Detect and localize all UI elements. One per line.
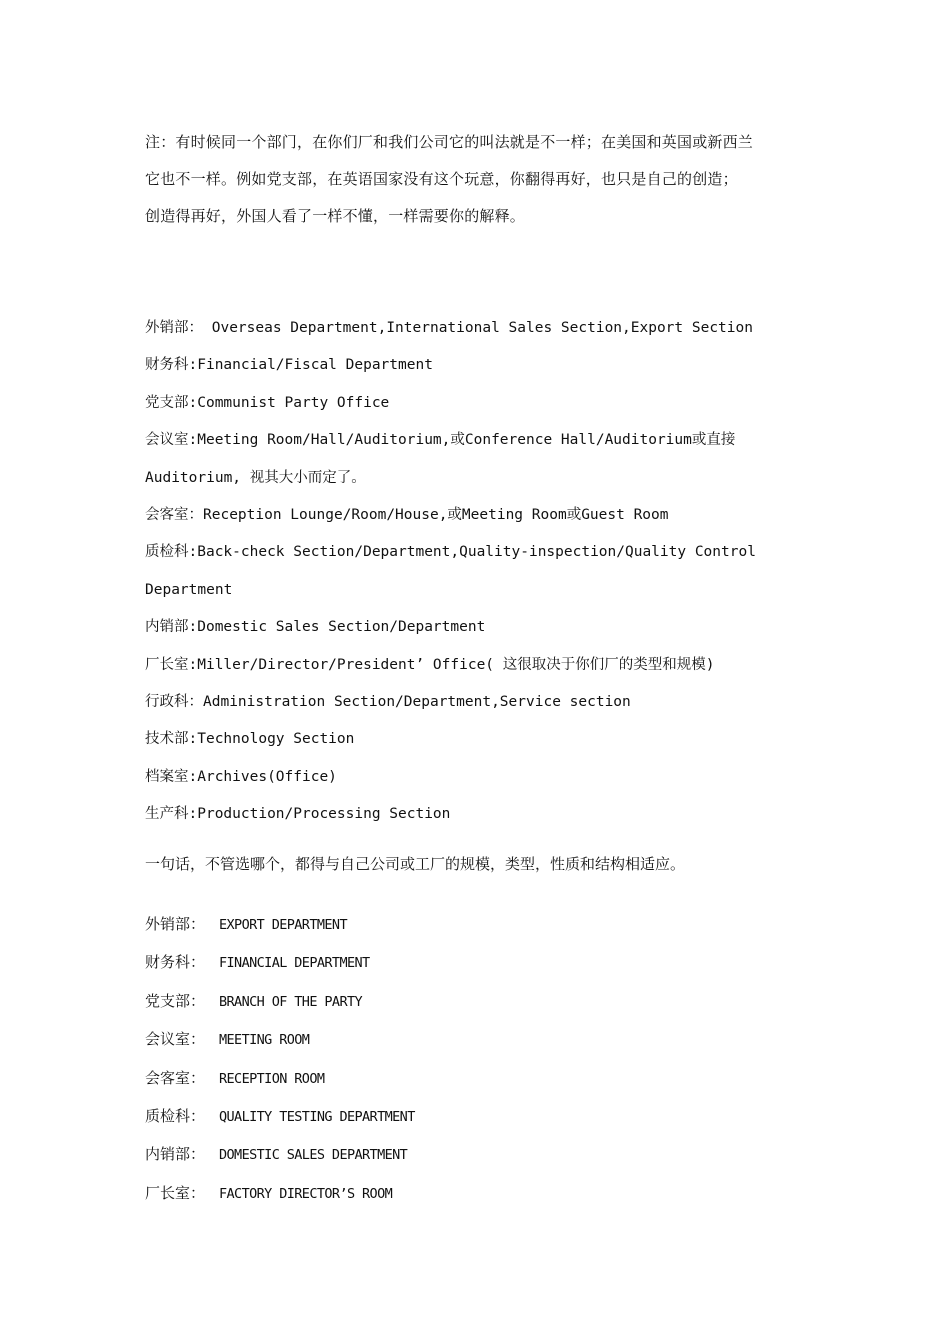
note-line: 注：有时候同一个部门，在你们厂和我们公司它的叫法就是不一样；在美国和英国或新西兰 [145, 133, 754, 151]
list-item: 会客室：Reception Lounge/Room/House,或Meeting Room或Guest Room [145, 507, 669, 524]
department-name: 党支部： [145, 991, 206, 1010]
list-item: 档案室:Archives(Office) [145, 768, 337, 785]
list-item [145, 983, 415, 1021]
list-item: 内销部:Domestic Sales Section/Department [145, 619, 486, 636]
department-name: 内销部： [145, 1145, 206, 1164]
department-english: RECEPTION ROOM [219, 1070, 325, 1087]
department-name: 厂长室： [145, 1183, 206, 1202]
department-name: 财务科： [145, 953, 206, 972]
department-english: FACTORY DIRECTOR’S ROOM [219, 1185, 393, 1202]
department-english: MEETING ROOM [219, 1032, 310, 1049]
note-line: 创造得再好，外国人看了一样不懂，一样需要你的解释。 [145, 207, 526, 225]
note-paragraph [145, 124, 835, 235]
department-english: EXPORT DEPARTMENT [219, 917, 347, 933]
summary-sentence: 一句话，不管选哪个，都得与自己公司或工厂的规模，类型，性质和结构相适应。 [145, 855, 686, 873]
list-item: 会议室:Meeting Room/Hall/Auditorium,或Conference Hall/Auditorium或直接 [145, 432, 736, 449]
department-name: 会议室： [145, 1030, 206, 1049]
list-item [145, 1175, 415, 1213]
department-english: QUALITY TESTING DEPARTMENT [219, 1109, 415, 1126]
list-item: 外销部： Overseas Department,International Sales Section,Export Section [145, 320, 753, 336]
list-item [145, 906, 415, 944]
list-item: 党支部:Communist Party Office [145, 394, 390, 411]
note-line: 它也不一样。例如党支部，在英语国家没有这个玩意，你翻得再好，也只是自己的创造； [145, 170, 738, 188]
department-english: FINANCIAL DEPARTMENT [219, 955, 370, 972]
list-item [145, 1136, 415, 1174]
department-english: BRANCH OF THE PARTY [219, 993, 363, 1010]
department-name: 会客室： [145, 1068, 206, 1087]
list-item-continuation: Department [145, 581, 233, 598]
list-item [145, 944, 415, 982]
list-item: 财务科:Financial/Fiscal Department [145, 357, 433, 374]
list-item: 行政科：Administration Section/Department,Service section [145, 694, 631, 711]
department-translation-list [145, 310, 835, 834]
department-name: 质检科： [145, 1107, 206, 1126]
list-item: 生产科:Production/Processing Section [145, 806, 451, 823]
list-item [145, 1021, 415, 1059]
list-item: 技术部:Technology Section [145, 731, 355, 748]
department-name: 外销部： [145, 915, 206, 933]
list-item [145, 1060, 415, 1098]
list-item-continuation: Auditorium, 视其大小而定了。 [145, 469, 366, 486]
list-item: 厂长室:Miller/Director/President’ Office( 这很取决于你们厂的类型和规模) [145, 656, 715, 673]
department-english: DOMESTIC SALES DEPARTMENT [219, 1147, 408, 1164]
list-item: 质检科:Back-check Section/Department,Quality-inspection/Quality Control [145, 544, 756, 561]
department-uppercase-list [145, 906, 415, 1213]
list-item [145, 1098, 415, 1136]
